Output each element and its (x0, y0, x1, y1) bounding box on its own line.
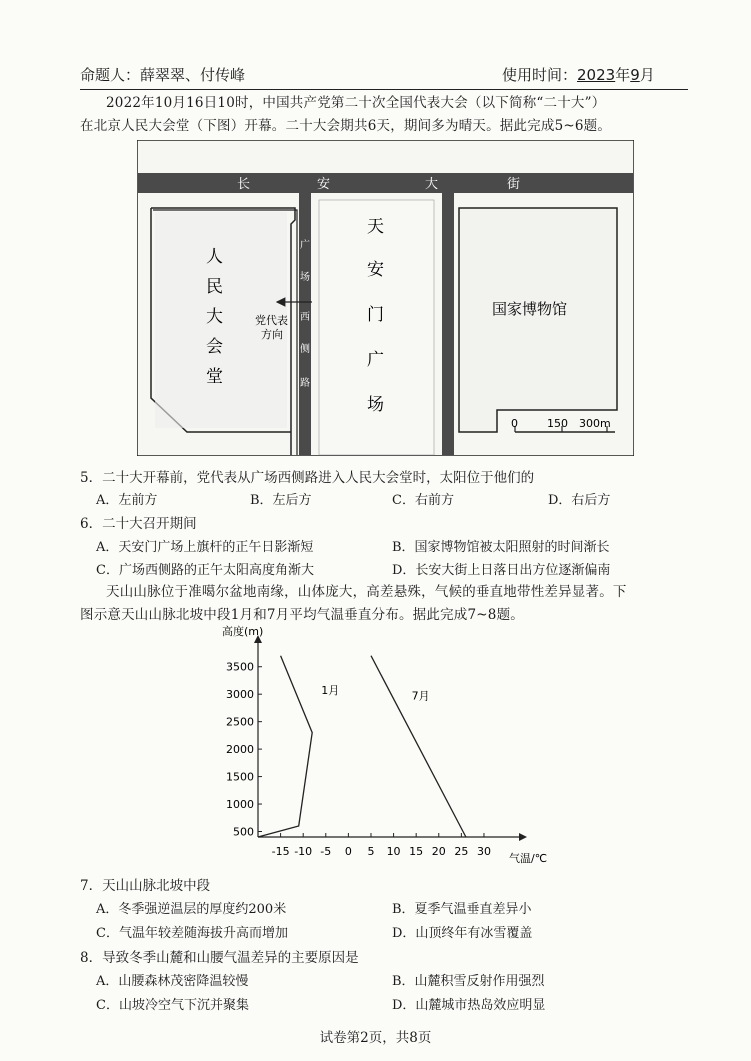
question-5-option-a: A．左前方 (96, 493, 158, 508)
intro-paragraph-2-line-1: 天山山脉位于准噶尔盆地南缘，山体庞大，高差悬殊，气候的垂直地带性差异显著。下 (106, 584, 627, 600)
question-7-option-d: D．山顶终年有冰雪覆盖 (392, 926, 533, 941)
exam-authors: 命题人：薛翠翠、付传峰 (80, 66, 246, 84)
y-tick-label: 3500 (226, 660, 254, 674)
question-6-option-d: D．长安大街上日落日出方位逐渐偏南 (392, 563, 611, 578)
west-road-char-5: 路 (300, 378, 310, 389)
x-tick-label: 5 (367, 845, 375, 858)
street-char-3: 大 (425, 177, 439, 192)
square-char-1: 天 (367, 217, 384, 237)
question-6-option-c: C．广场西侧路的正午太阳高度角渐大 (96, 563, 314, 578)
scale-label-0: 0 (511, 417, 518, 430)
tiananmen-map (137, 140, 634, 456)
question-5-option-c: C．右前方 (392, 493, 454, 508)
square-char-4: 广 (367, 350, 384, 370)
street-char-4: 街 (507, 177, 521, 192)
question-7-option-b: B．夏季气温垂直差异小 (392, 902, 532, 917)
hall-char-2: 民 (206, 277, 223, 297)
question-5-stem: 5．二十大开幕前，党代表从广场西侧路进入人民大会堂时，太阳位于他们的 (80, 470, 535, 486)
question-6-option-b: B．国家博物馆被太阳照射的时间渐长 (392, 540, 610, 555)
question-7-option-a: A．冬季强逆温层的厚度约200米 (96, 902, 287, 917)
y-tick-label: 1000 (226, 798, 254, 812)
question-7-option-c: C．气温年较差随海拔升高而增加 (96, 926, 288, 941)
question-6-option-a: A．天安门广场上旗杆的正午日影渐短 (96, 540, 314, 555)
y-tick-label: 3000 (226, 688, 254, 702)
question-5-option-b: B．左后方 (250, 493, 312, 508)
arrow-label-line-2: 方向 (261, 328, 283, 341)
x-axis-arrowhead (519, 833, 527, 841)
square-char-5: 场 (367, 395, 384, 415)
usage-time (502, 64, 655, 85)
street-char-2: 安 (317, 177, 331, 192)
question-7-stem: 7．天山山脉北坡中段 (80, 878, 211, 894)
question-8-option-c: C．山坡冷空气下沉并聚集 (96, 998, 249, 1013)
x-tick-label: 20 (431, 845, 446, 858)
x-axis-label: 气温/℃ (509, 852, 548, 865)
x-tick-label: -10 (294, 845, 313, 858)
question-6-stem: 6．二十大召开期间 (80, 516, 197, 532)
y-tick-label: 500 (233, 825, 254, 839)
x-tick-label: -15 (271, 845, 290, 858)
scale-label-150: 150 (547, 417, 568, 430)
usage-year: 2023 (577, 66, 616, 84)
series-label-july: 7月 (411, 689, 430, 703)
museum-outline (459, 208, 617, 432)
x-tick-label: 30 (476, 845, 491, 858)
usage-month-suffix: 月 (639, 66, 655, 84)
east-road-band (442, 193, 454, 455)
usage-time-label: 使用时间： (502, 66, 578, 84)
west-road-char-3: 西 (300, 312, 310, 323)
arrow-label-line-1: 党代表 (255, 314, 288, 327)
hall-char-4: 会 (206, 337, 223, 357)
question-8-option-a: A．山腰森林茂密降温较慢 (96, 974, 249, 989)
usage-year-suffix: 年 (615, 66, 631, 84)
intro-paragraph-1-line-2: 在北京人民大会堂（下图）开幕。二十大会期共6天，期间多为晴天。据此完成5~6题。 (80, 118, 612, 134)
page-footer: 试卷第2页，共8页 (319, 1030, 432, 1046)
changan-street-band (138, 173, 633, 193)
intro-paragraph-2-line-2: 图示意天山山脉北坡中段1月和7月平均气温垂直分布。据此完成7~8题。 (80, 607, 524, 623)
y-tick-label: 2000 (226, 743, 254, 757)
square-char-3: 门 (367, 305, 384, 325)
header-rule (80, 89, 688, 90)
y-tick-label: 1500 (226, 770, 254, 784)
west-road-char-2: 场 (300, 272, 310, 283)
series-line-2 (371, 656, 466, 837)
west-road-char-4: 侧 (300, 344, 310, 355)
y-tick-label: 2500 (226, 715, 254, 729)
west-side-road-band (299, 193, 311, 455)
west-road-char-1: 广 (300, 240, 310, 251)
question-8-option-d: D．山麓城市热岛效应明显 (392, 998, 546, 1013)
square-char-2: 安 (367, 260, 384, 280)
museum-label: 国家博物馆 (492, 300, 568, 318)
street-char-1: 长 (237, 177, 251, 192)
x-tick-label: 25 (454, 845, 469, 858)
y-axis-label: 高度(m) (222, 625, 264, 638)
question-8-stem: 8．导致冬季山麓和山腰气温差异的主要原因是 (80, 950, 359, 966)
hall-char-3: 大 (206, 307, 223, 327)
x-tick-label: 0 (344, 845, 352, 858)
hall-char-5: 堂 (206, 367, 223, 387)
x-tick-label: 15 (409, 845, 424, 858)
usage-month: 9 (630, 66, 640, 84)
scale-label-300m: 300m (579, 417, 611, 430)
x-tick-label: -5 (320, 845, 332, 858)
intro-paragraph-1-line-1: 2022年10月16日10时，中国共产党第二十次全国代表大会（以下简称“二十大”） (106, 95, 606, 111)
temperature-altitude-chart (218, 625, 558, 870)
question-5-option-d: D．右后方 (548, 493, 611, 508)
series-line-1 (258, 656, 312, 837)
x-tick-label: 10 (386, 845, 401, 858)
question-8-option-b: B．山麓积雪反射作用强烈 (392, 974, 545, 989)
series-label-january: 1月 (321, 684, 340, 698)
hall-char-1: 人 (206, 247, 223, 267)
